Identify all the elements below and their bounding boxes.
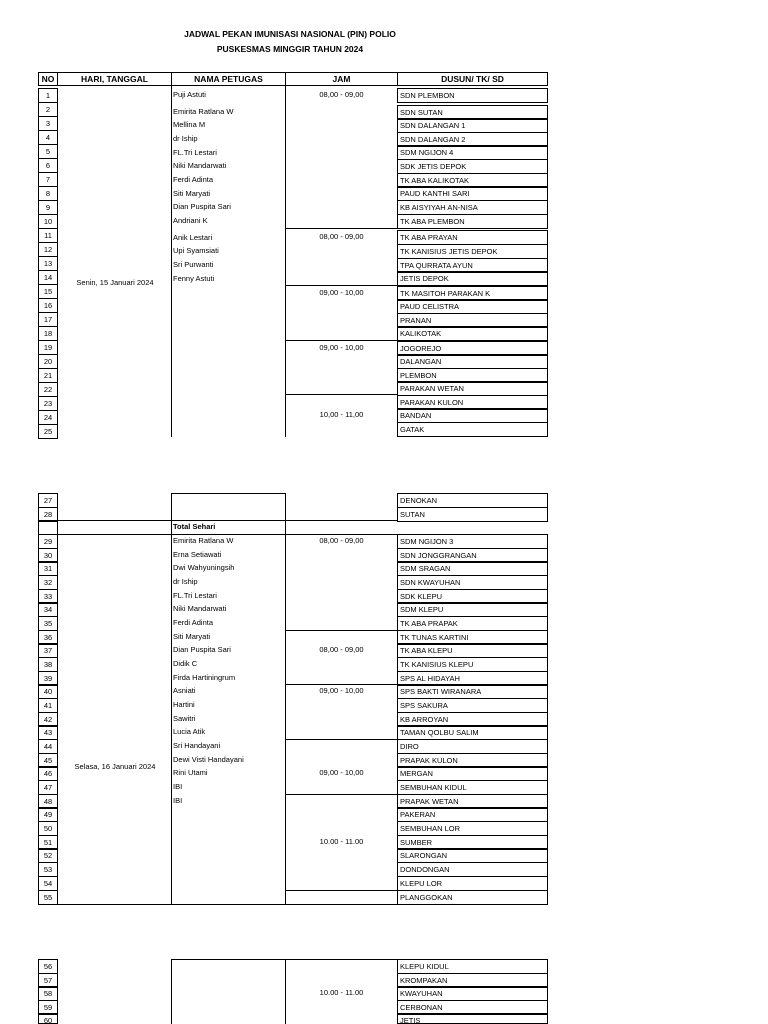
location-cell: PRANAN — [397, 313, 548, 328]
day-date: Selasa, 16 Januari 2024 — [74, 762, 156, 771]
officer-name: Sawitri — [173, 714, 196, 723]
row-number: 21 — [38, 368, 58, 383]
row-number: 46 — [38, 766, 58, 781]
location-cell: PARAKAN WETAN — [397, 381, 548, 396]
row-number: 47 — [38, 780, 58, 795]
officer-name: IBI — [173, 796, 183, 805]
location-cell: SDK JETIS DEPOK — [397, 159, 548, 174]
location-cell: KALIKOTAK — [397, 326, 548, 341]
row-number: 51 — [38, 835, 58, 850]
time-slot: 09,00 - 10,00 — [319, 686, 364, 695]
officer-name: Niki Mandarwati — [173, 161, 227, 170]
row-number: 59 — [38, 1000, 58, 1015]
location-cell: KB ARROYAN — [397, 712, 548, 727]
officer-name: Emirita Ratlana W — [173, 536, 234, 545]
officer-name: FL.Tri Lestari — [173, 591, 217, 600]
time-slot: 08,00 - 09,00 — [319, 536, 364, 545]
row-number: 53 — [38, 862, 58, 877]
officer-name: Dewi Visti Handayani — [173, 755, 244, 764]
row-number: 36 — [38, 630, 58, 645]
location-cell: CERBONAN — [397, 1000, 548, 1015]
location-cell: SDM NGIJON 4 — [397, 145, 548, 160]
location-cell: SDM NGIJON 3 — [397, 534, 548, 549]
row-number: 4 — [38, 130, 58, 145]
header-no: NO — [38, 72, 58, 86]
row-number: 49 — [38, 807, 58, 822]
officer-name: Firda Hartiningrum — [173, 673, 236, 682]
officer-name: Ferdi Adinta — [173, 175, 214, 184]
location-cell: SEMBUHAN LOR — [397, 821, 548, 836]
row-number: 17 — [38, 312, 58, 327]
location-cell: TAMAN QOLBU SALIM — [397, 725, 548, 740]
officer-name: Siti Maryati — [173, 189, 211, 198]
location-cell: PARAKAN KULON — [397, 395, 548, 410]
location-cell: SDN SUTAN — [397, 105, 548, 120]
location-cell: MERGAN — [397, 766, 548, 781]
location-cell: KWAYUHAN — [397, 986, 548, 1001]
row-number: 52 — [38, 848, 58, 863]
row-number: 1 — [38, 88, 58, 103]
officer-name: Fenny Astuti — [173, 274, 215, 283]
officer-name: Dian Puspita Sari — [173, 645, 231, 654]
document-subtitle: PUSKESMAS MINGGIR TAHUN 2024 — [216, 44, 364, 54]
officer-name: Sri Handayani — [173, 741, 221, 750]
row-number: 3 — [38, 116, 58, 131]
location-cell: DALANGAN — [397, 354, 548, 369]
row-number: 20 — [38, 354, 58, 369]
location-cell: SPS BAKTI WIRANARA — [397, 684, 548, 699]
officer-name: Andriani K — [173, 216, 208, 225]
location-cell: PLEMBON — [397, 368, 548, 383]
officer-name: Erna Setiawati — [173, 550, 222, 559]
row-number: 23 — [38, 396, 58, 411]
time-slot: 08,00 - 09,00 — [319, 645, 364, 654]
row-number: 10 — [38, 214, 58, 229]
row-number: 33 — [38, 589, 58, 604]
location-cell: PAUD CELISTRA — [397, 299, 548, 314]
row-number: 54 — [38, 876, 58, 891]
officer-name: Sri Purwanti — [173, 260, 214, 269]
location-cell: DONDONGAN — [397, 862, 548, 877]
officer-name: Didik C — [173, 659, 198, 668]
row-number: 25 — [38, 424, 58, 439]
time-slot: 08,00 - 09,00 — [319, 232, 364, 241]
location-cell: TK ABA PRAPAK — [397, 616, 548, 631]
location-cell: SPS AL HIDAYAH — [397, 671, 548, 686]
officer-name: Asniati — [173, 686, 196, 695]
row-number: 22 — [38, 382, 58, 397]
row-number: 31 — [38, 561, 58, 576]
officer-name: Hartini — [173, 700, 195, 709]
row-number: 11 — [38, 228, 58, 243]
location-cell: BANDAN — [397, 408, 548, 423]
row-number: 37 — [38, 643, 58, 658]
location-cell: TK MASITOH PARAKAN K — [397, 286, 548, 301]
location-cell: PAKERAN — [397, 807, 548, 822]
location-cell: DIRO — [397, 739, 548, 754]
header-dusun: DUSUN/ TK/ SD — [397, 72, 548, 86]
row-number: 45 — [38, 753, 58, 768]
row-number: 14 — [38, 270, 58, 285]
location-cell: SDN JONGGRANGAN — [397, 548, 548, 563]
location-cell: TK ABA KLEPU — [397, 643, 548, 658]
location-cell: SDM SRAGAN — [397, 561, 548, 576]
row-number: 32 — [38, 575, 58, 590]
location-cell: TK KANISIUS JETIS DEPOK — [397, 244, 548, 259]
location-cell: TK KANISIUS KLEPU — [397, 657, 548, 672]
row-number: 12 — [38, 242, 58, 257]
row-number: 30 — [38, 548, 58, 563]
row-number: 40 — [38, 684, 58, 699]
location-cell: TK ABA PRAYAN — [397, 230, 548, 245]
row-number: 39 — [38, 671, 58, 686]
officer-name: dr Iship — [173, 134, 198, 143]
row-number: 55 — [38, 890, 58, 905]
officer-name: Ferdi Adinta — [173, 618, 214, 627]
row-number: 28 — [38, 507, 58, 522]
row-number: 13 — [38, 256, 58, 271]
location-cell: TK ABA KALIKOTAK — [397, 173, 548, 188]
row-number: 56 — [38, 959, 58, 974]
row-number: 15 — [38, 284, 58, 299]
row-number: 38 — [38, 657, 58, 672]
location-cell: SEMBUHAN KIDUL — [397, 780, 548, 795]
time-slot: 10.00 - 11.00 — [319, 988, 364, 997]
row-number: 8 — [38, 186, 58, 201]
officer-name: Emirita Ratlana W — [173, 107, 234, 116]
location-cell: SUMBER — [397, 835, 548, 850]
time-slot: 09,00 - 10,00 — [319, 768, 364, 777]
location-cell: KB AISYIYAH AN-NISA — [397, 200, 548, 215]
day-date: Senin, 15 Januari 2024 — [76, 278, 154, 287]
location-cell: JETIS DEPOK — [397, 271, 548, 286]
officer-name: FL.Tri Lestari — [173, 148, 217, 157]
row-number: 57 — [38, 973, 58, 988]
location-cell: SDM KLEPU — [397, 602, 548, 617]
location-cell: SDN KWAYUHAN — [397, 575, 548, 590]
row-number: 50 — [38, 821, 58, 836]
row-number: 48 — [38, 794, 58, 809]
officer-name: Puji Astuti — [173, 90, 206, 99]
time-slot: 10.00 - 11.00 — [319, 837, 364, 846]
location-cell: DENOKAN — [397, 493, 548, 508]
location-cell: TPA QURRATA AYUN — [397, 258, 548, 273]
document-title: JADWAL PEKAN IMUNISASI NASIONAL (PIN) POLIO — [184, 29, 396, 39]
officer-name: Lucia Atik — [173, 727, 206, 736]
time-slot: 10,00 - 11,00 — [319, 410, 364, 419]
location-cell: SPS SAKURA — [397, 698, 548, 713]
row-number: 43 — [38, 725, 58, 740]
header-nama-petugas: NAMA PETUGAS — [171, 72, 286, 86]
officer-name: Siti Maryati — [173, 632, 211, 641]
row-number: 9 — [38, 200, 58, 215]
total-label: Total Sehari — [173, 522, 216, 531]
location-cell: SLARONGAN — [397, 848, 548, 863]
row-number: 18 — [38, 326, 58, 341]
time-slot: 08,00 - 09,00 — [319, 90, 364, 99]
location-cell: KLEPU LOR — [397, 876, 548, 891]
location-cell: JETIS — [397, 1013, 548, 1024]
row-number: 60 — [38, 1013, 58, 1024]
officer-name: Rini Utami — [173, 768, 208, 777]
officer-name: Dian Puspita Sari — [173, 202, 231, 211]
officer-name: Mellina M — [173, 120, 206, 129]
location-cell: TK ABA PLEMBON — [397, 214, 548, 229]
location-cell: PRAPAK KULON — [397, 753, 548, 768]
row-number: 2 — [38, 102, 58, 117]
location-cell: SDN PLEMBON — [397, 88, 548, 103]
row-number: 24 — [38, 410, 58, 425]
row-number: 27 — [38, 493, 58, 508]
row-number: 58 — [38, 986, 58, 1001]
header-hari-tanggal: HARI, TANGGAL — [57, 72, 172, 86]
officer-name: dr Iship — [173, 577, 198, 586]
time-slot: 09,00 - 10,00 — [319, 288, 364, 297]
row-number: 44 — [38, 739, 58, 754]
location-cell: GATAK — [397, 422, 548, 437]
officer-name: Dwi Wahyuningsih — [173, 563, 235, 572]
location-cell: SUTAN — [397, 507, 548, 522]
officer-name: Niki Mandarwati — [173, 604, 227, 613]
row-number: 7 — [38, 172, 58, 187]
location-cell: PRAPAK WETAN — [397, 794, 548, 809]
location-cell: PLANGGOKAN — [397, 890, 548, 905]
row-number: 6 — [38, 158, 58, 173]
location-cell: SDK KLEPU — [397, 589, 548, 604]
location-cell: KLEPU KIDUL — [397, 959, 548, 974]
row-number: 19 — [38, 340, 58, 355]
officer-name: Upi Syamsiati — [173, 246, 219, 255]
row-number: 35 — [38, 616, 58, 631]
location-cell: SDN DALANGAN 1 — [397, 118, 548, 133]
row-number: 5 — [38, 144, 58, 159]
location-cell: PAUD KANTHI SARI — [397, 186, 548, 201]
officer-name: Anik Lestari — [173, 233, 213, 242]
location-cell: JOGOREJO — [397, 341, 548, 356]
officer-name: IBI — [173, 782, 183, 791]
location-cell: TK TUNAS KARTINI — [397, 630, 548, 645]
row-number: 16 — [38, 298, 58, 313]
time-slot: 09,00 - 10,00 — [319, 343, 364, 352]
row-number: 42 — [38, 712, 58, 727]
row-number: 34 — [38, 602, 58, 617]
row-number: 29 — [38, 534, 58, 549]
location-cell: KROMPAKAN — [397, 973, 548, 988]
header-jam: JAM — [285, 72, 398, 86]
location-cell: SDN DALANGAN 2 — [397, 132, 548, 147]
row-number: 41 — [38, 698, 58, 713]
